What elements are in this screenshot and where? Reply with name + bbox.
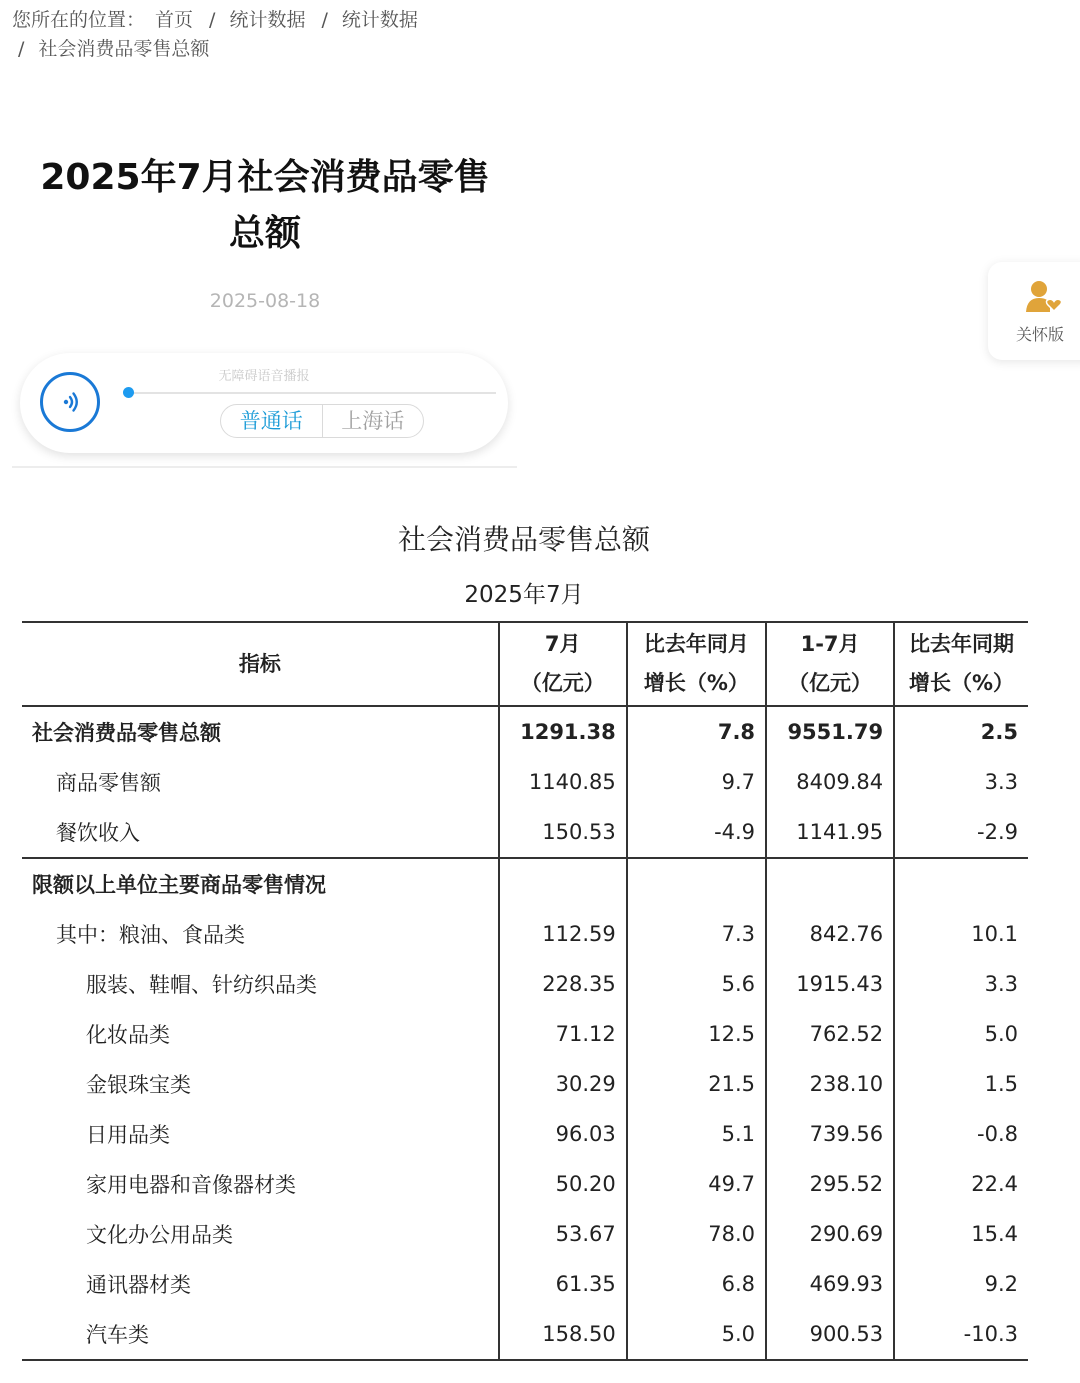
divider [12, 466, 517, 468]
breadcrumb-separator: / [321, 9, 328, 31]
table-row: 日用品类 96.03 5.1 739.56 -0.8 [22, 1109, 1028, 1159]
header-ytd-growth: 比去年同期 增长（%） [894, 622, 1028, 706]
header-ytd-value: 1-7月 （亿元） [766, 622, 894, 706]
breadcrumb-separator: / [18, 38, 25, 60]
table-header-row [22, 622, 1028, 706]
table-row: 商品零售额 1140.85 9.7 8409.84 3.3 [22, 757, 1028, 807]
sound-wave-icon [57, 389, 83, 415]
data-table [22, 621, 1028, 1361]
table-row: 金银珠宝类 30.29 21.5 238.10 1.5 [22, 1059, 1028, 1109]
breadcrumb-home-link[interactable]: 首页 [155, 9, 194, 31]
table-subtitle: 2025年7月 [464, 582, 584, 608]
breadcrumb-stats-link[interactable]: 统计数据 [229, 9, 306, 31]
table-row: 限额以上单位主要商品零售情况 [22, 858, 1028, 909]
breadcrumb-stats-data-link[interactable]: 统计数据 [341, 9, 418, 31]
table-row: 汽车类 158.50 5.0 900.53 -10.3 [22, 1309, 1028, 1360]
table-row: 社会消费品零售总额 1291.38 7.8 9551.79 2.5 [22, 706, 1028, 757]
person-heart-icon [1026, 280, 1062, 314]
audio-label: 无障碍语音播报 [218, 369, 310, 384]
header-month-growth: 比去年同月 增长（%） [627, 622, 766, 706]
header-month-value: 7月 （亿元） [499, 622, 627, 706]
audio-progress-handle[interactable] [123, 387, 134, 398]
publish-date: 2025-08-18 [209, 290, 321, 312]
breadcrumb [12, 6, 612, 64]
header-indicator: 指标 [238, 651, 281, 676]
table-row: 其中：粮油、食品类 112.59 7.3 842.76 10.1 [22, 909, 1028, 959]
table-row: 家用电器和音像器材类 50.20 49.7 295.52 22.4 [22, 1159, 1028, 1209]
language-switch [220, 404, 424, 438]
table-row: 化妆品类 71.12 12.5 762.52 5.0 [22, 1009, 1028, 1059]
language-shanghainese-button[interactable]: 上海话 [322, 405, 424, 437]
table-title: 社会消费品零售总额 [397, 523, 650, 556]
table-row: 服装、鞋帽、针纺织品类 228.35 5.6 1915.43 3.3 [22, 959, 1028, 1009]
breadcrumb-prefix: 您所在的位置： [12, 9, 146, 31]
language-mandarin-button[interactable]: 普通话 [239, 409, 303, 433]
care-mode-label: 关怀版 [1016, 325, 1065, 344]
page-title: 2025年7月社会消费品零售总额 [40, 157, 490, 254]
table-row: 通讯器材类 61.35 6.8 469.93 9.2 [22, 1259, 1028, 1309]
table-row: 文化办公用品类 53.67 78.0 290.69 15.4 [22, 1209, 1028, 1259]
audio-player [20, 353, 508, 453]
breadcrumb-separator: / [209, 9, 216, 31]
care-mode-button[interactable] [988, 262, 1080, 360]
table-row: 餐饮收入 150.53 -4.9 1141.95 -2.9 [22, 807, 1028, 858]
audio-progress-track[interactable] [124, 392, 496, 394]
breadcrumb-current: 社会消费品零售总额 [38, 38, 210, 60]
